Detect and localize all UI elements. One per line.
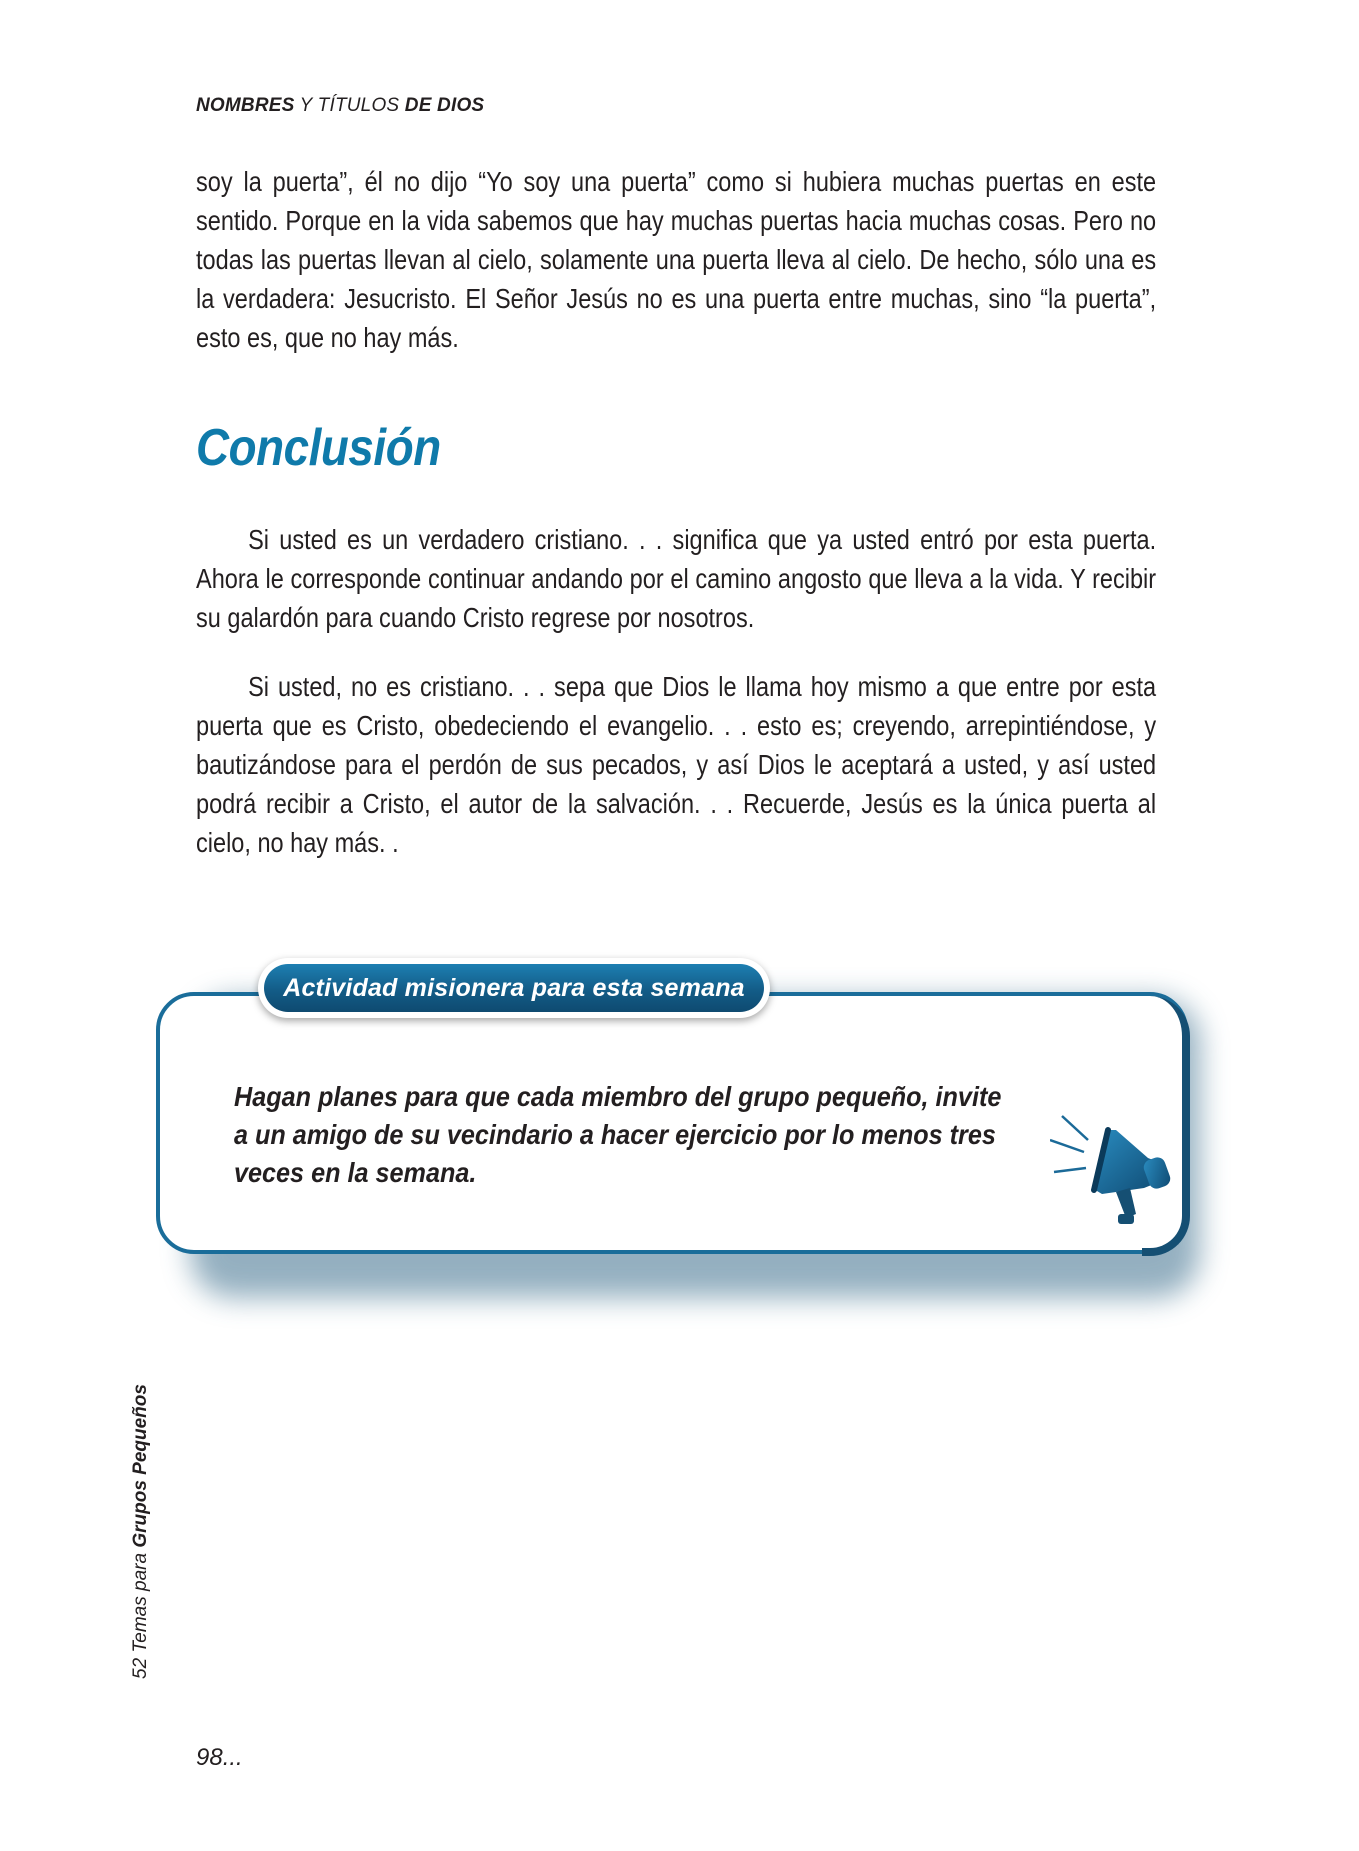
paragraph-conclusion-1: Si usted es un verdadero cristiano. . . significa que ya usted entró por esta puerta. Ahora le corresponde continuar andando por el camino angosto que lleva a la vida. Y recibir su galardón para cuando Cristo regrese por nosotros. [196,524,1157,633]
header-part-2: Y TÍTULOS [294,95,405,116]
side-title-part-2: Grupos Pequeños [130,1384,151,1548]
activity-text: Hagan planes para que cada miembro del grupo pequeño, invite a un amigo de su vecindario a hacer ejercicio por lo menos tres veces en la semana. [234,1081,1002,1188]
megaphone-icon [1050,1110,1190,1240]
activity-callout [150,958,1200,1298]
page-number: 98... [196,1744,243,1771]
paragraph-intro: soy la puerta”, él no dijo “Yo soy una puerta” como si hubiera muchas puertas en este sentido. Porque en la vida sabemos que hay muchas puertas hacia muchas cosas. Pero no todas las puertas llevan al cielo, solamente una puerta lleva al cielo. De hecho, sólo una es la verdadera: Jesucristo. El Señor Jesús no es una puerta entre muchas, sino “la puerta”, esto es, que no hay más. [196,166,1157,353]
activity-tab [258,958,770,1018]
running-header [196,95,484,117]
paragraph-conclusion-2: Si usted, no es cristiano. . . sepa que Dios le llama hoy mismo a que entre por esta puerta que es Cristo, obedeciendo el evangelio. . . esto es; creyendo, arrepintiéndose, y bautizándose para el perdón de sus pecados, y así Dios le aceptará a usted, y así usted podrá recibir a Cristo, el autor de la salvación. . . Recuerde, Jesús es la única puerta al cielo, no hay más. . [196,671,1157,858]
side-title-part-1: 52 Temas para [130,1547,151,1679]
section-title-conclusion: Conclusión [196,419,441,477]
activity-tab-label: Actividad misionera para esta semana [264,964,764,1012]
side-series-title [130,1384,152,1679]
header-part-3: DE DIOS [404,95,485,116]
header-part-1: NOMBRES [196,95,295,116]
